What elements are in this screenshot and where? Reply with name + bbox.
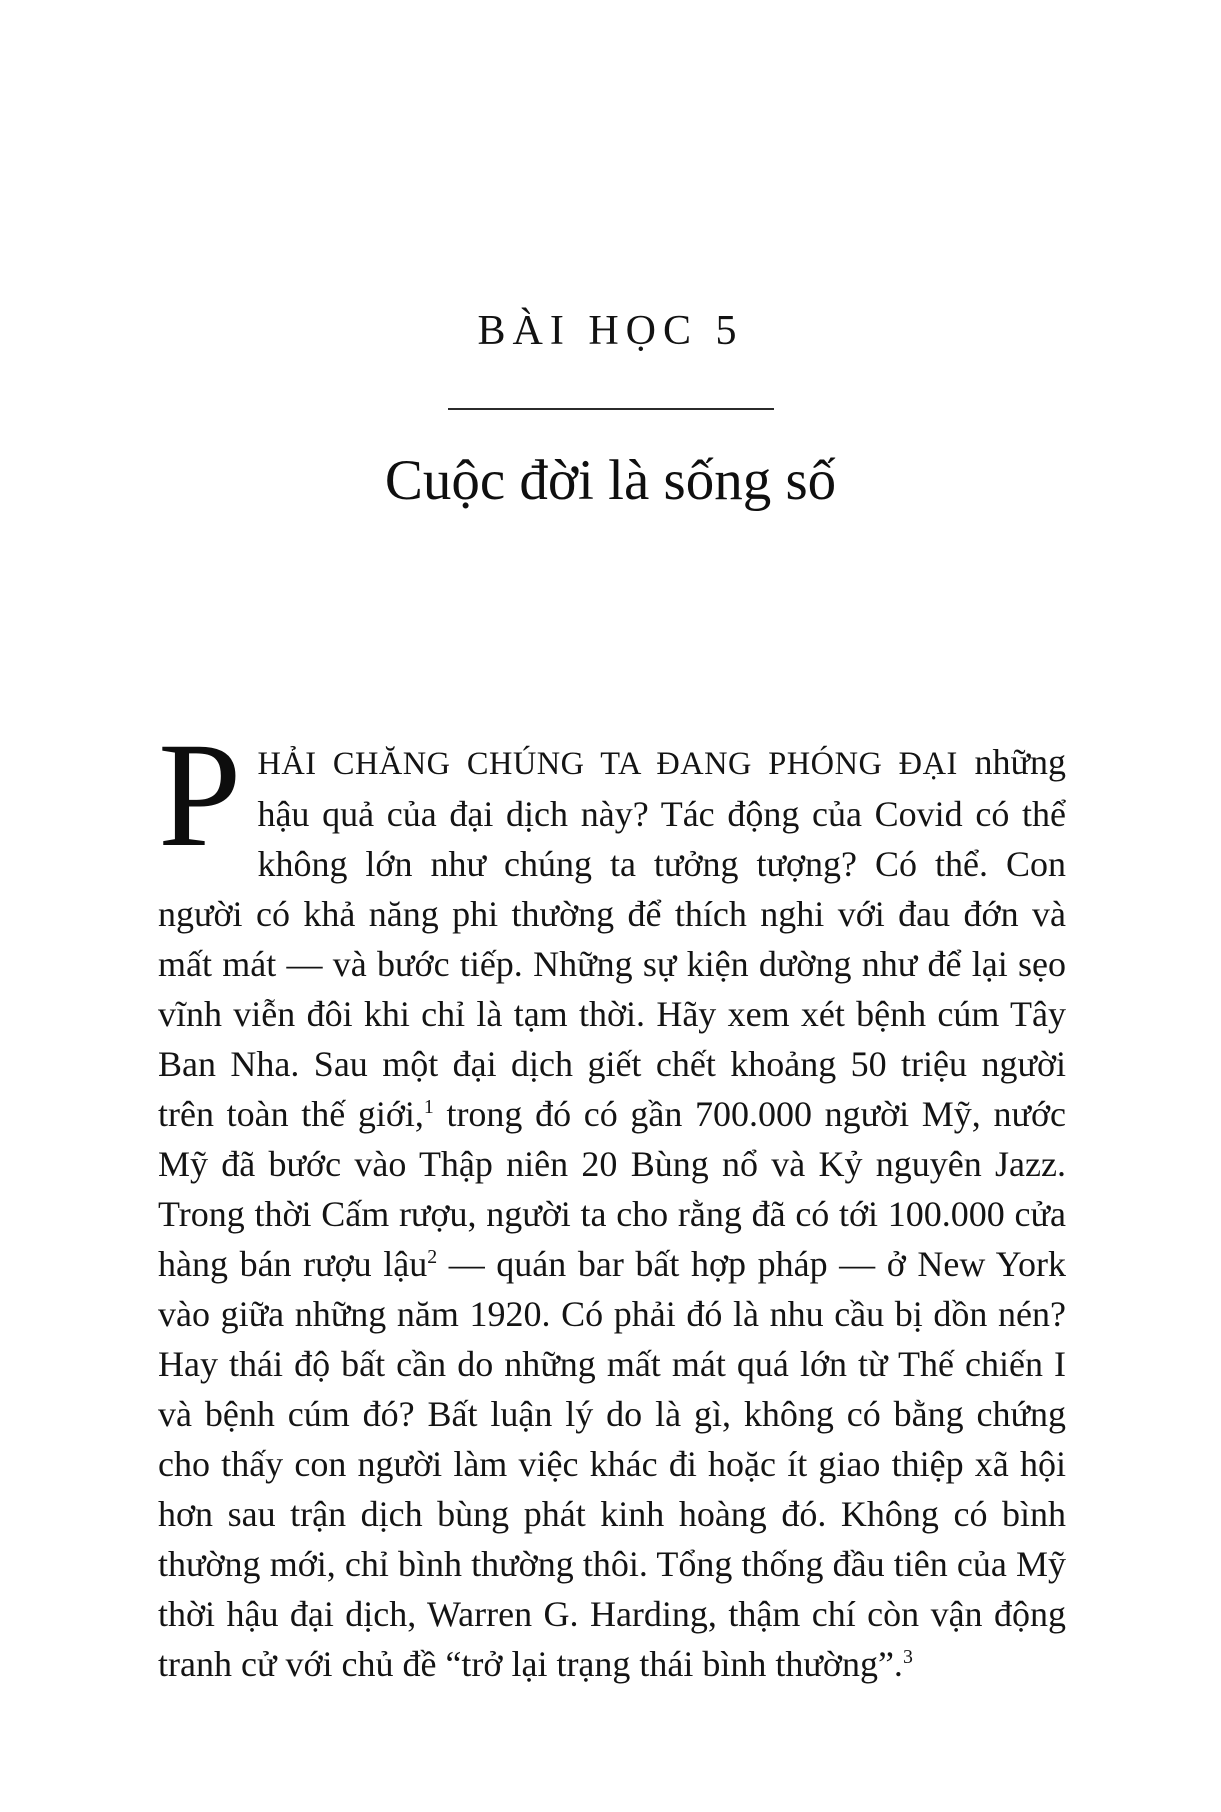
footnote-ref: 1 bbox=[423, 1096, 434, 1118]
footnote-ref: 2 bbox=[427, 1246, 438, 1268]
text-segment: — quán bar bất hợp pháp — ở New York vào giữa những năm 1920. Có phải đó là nhu cầu bị dồn nén? Hay thái độ bất cần do những mất mát quá lớn từ Thế chiến I và bệnh cúm đó? Bất luận lý do là gì, không có bằng chứng cho thấy con người làm việc khác đi hoặc ít giao thiệp xã hội hơn sau trận dịch bùng phát kinh hoàng đó. Không có bình thường mới, chỉ bình thường thôi. Tổng thống đầu tiên của Mỹ thời hậu đại dịch, Warren G. Harding, thậm chí còn vận động tranh cử với chủ đề “trở lại trạng thái bình thường”. bbox=[158, 1244, 1066, 1684]
body-text-block bbox=[158, 712, 1067, 1689]
chapter-title: Cuộc đời là sống số bbox=[384, 449, 837, 512]
section-divider-rule bbox=[448, 408, 774, 410]
footnote-ref: 3 bbox=[902, 1646, 913, 1668]
body-paragraph bbox=[158, 712, 1067, 1689]
chapter-kicker: BÀI HỌC 5 bbox=[477, 308, 744, 354]
paragraph-content bbox=[158, 742, 1066, 1684]
drop-cap: P bbox=[158, 712, 242, 878]
lead-small-caps: HẢI CHĂNG CHÚNG TA ĐANG PHÓNG ĐẠI bbox=[257, 746, 958, 782]
text-segment: trong đó có gần 700.000 người Mỹ, nước Mỹ đã bước vào Thập niên 20 Bùng nổ và Kỷ nguyên Jazz. Trong thời Cấm rượu, người ta cho rằng đã có tới 100.000 cửa hàng bán rượu lậu bbox=[158, 1094, 1066, 1284]
text-segment: những hậu quả của đại dịch này? Tác động của Covid có thể không lớn như chúng ta tưởng tượng? Có thể. Con người có khả năng phi thường để thích nghi với đau đớn và mất mát — và bước tiếp. Những sự kiện dường như để lại sẹo vĩnh viễn đôi khi chỉ là tạm thời. Hãy xem xét bệnh cúm Tây Ban Nha. Sau một đại dịch giết chết khoảng 50 triệu người trên toàn thế giới, bbox=[158, 742, 1067, 1134]
